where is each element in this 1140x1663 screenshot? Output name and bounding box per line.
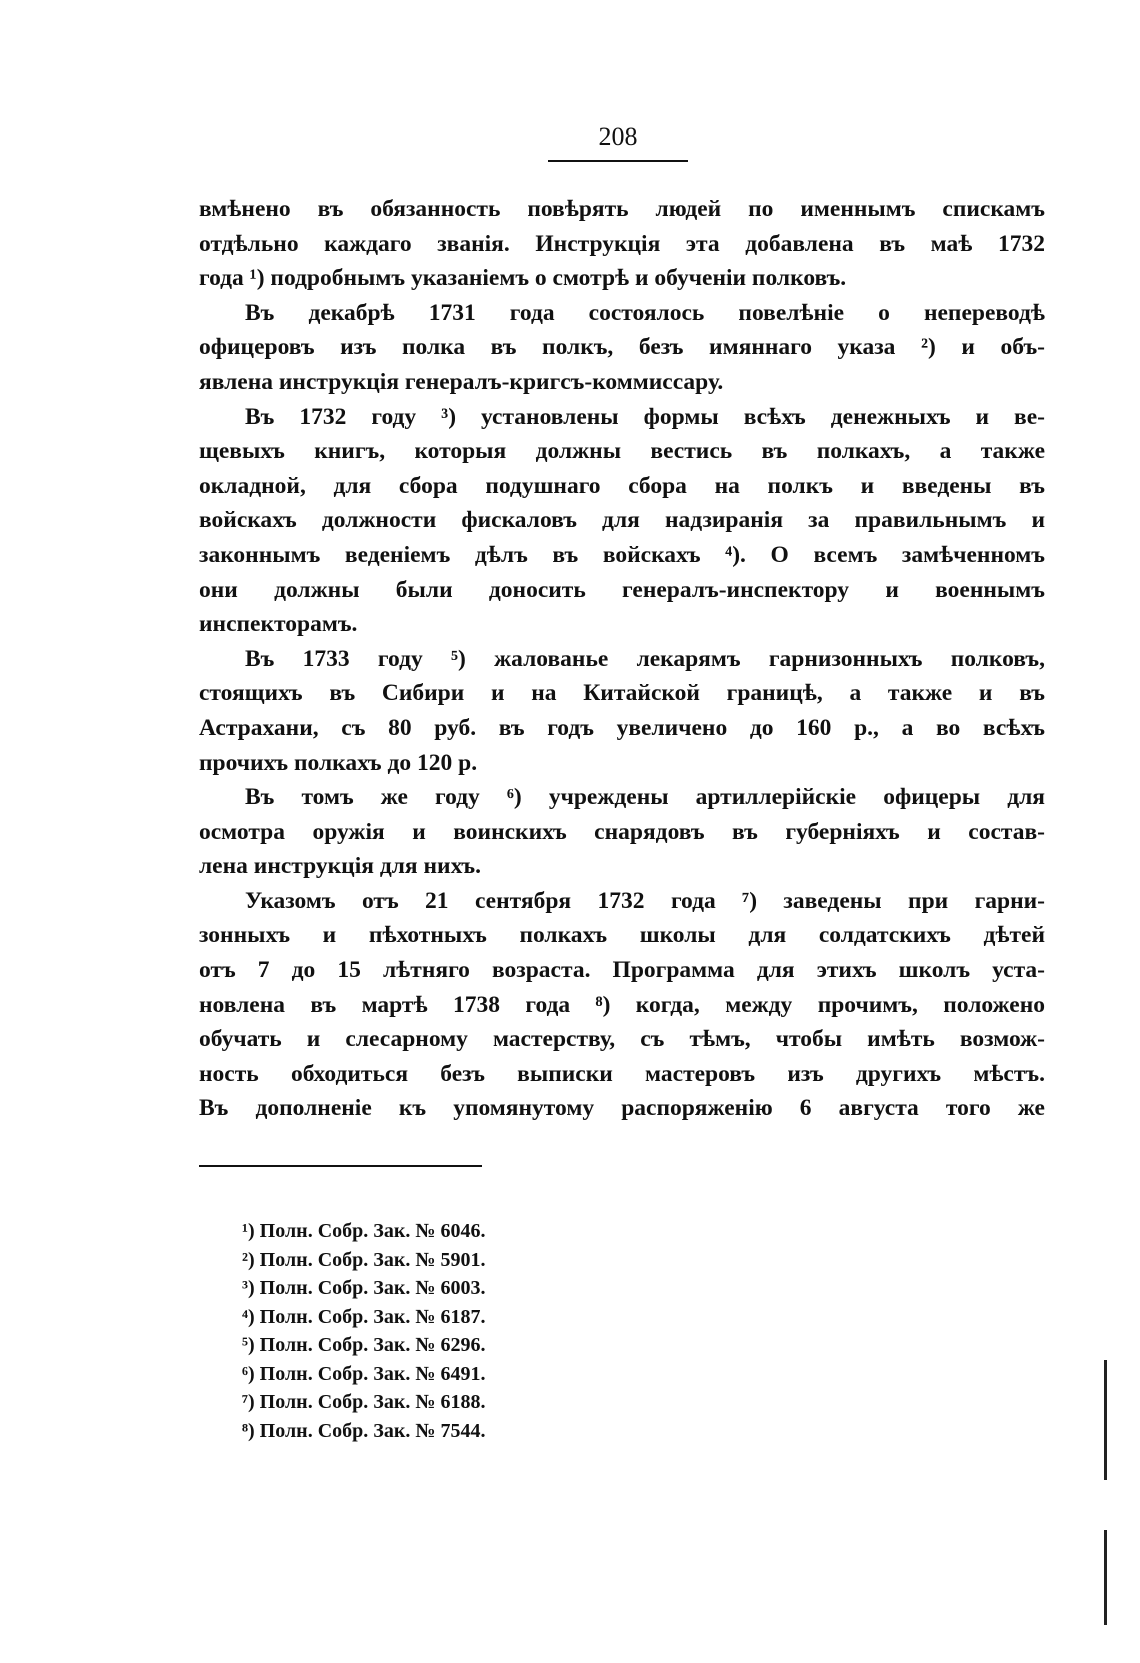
text-line: обучать и слесарному мастерству, съ тѣмъ, чтобы имѣть возмож- (199, 1026, 1045, 1053)
text-line: года ¹) подробнымъ указаніемъ о смотрѣ и обученіи полковъ. (199, 265, 847, 292)
text-line: инспекторамъ. (199, 611, 358, 638)
text-line: офицеровъ изъ полка въ полкъ, безъ имяннаго указа ²) и объ- (199, 334, 1045, 361)
text-line: лена инструкція для нихъ. (199, 853, 481, 880)
footnote-item: ⁴) Полн. Собр. Зак. № 6187. (242, 1305, 486, 1328)
text-line: Въ 1732 году ³) установлены формы всѣхъ денежныхъ и ве- (245, 403, 1045, 430)
text-line: отдѣльно каждаго званія. Инструкція эта добавлена въ маѣ 1732 (199, 230, 1045, 257)
text-line: окладной, для сбора подушнаго сбора на полкъ и введены въ (199, 472, 1045, 499)
text-line: зонныхъ и пѣхотныхъ полкахъ школы для солдатскихъ дѣтей (199, 922, 1045, 949)
text-line: Въ дополненіе къ упомянутому распоряженію 6 августа того же (199, 1095, 1045, 1122)
text-line: прочихъ полкахъ до 120 р. (199, 749, 478, 776)
text-line: Въ томъ же году ⁶) учреждены артиллерійскіе офицеры для (245, 784, 1045, 811)
text-line: стоящихъ въ Сибири и на Китайской границѣ, а также и въ (199, 680, 1045, 707)
scan-edge-mark (1104, 1360, 1107, 1480)
footnote-item: ⁶) Полн. Собр. Зак. № 6491. (242, 1362, 486, 1385)
text-line: Въ декабрѣ 1731 года состоялось повелѣніе о непереводѣ (245, 299, 1045, 326)
footnote-item: ²) Полн. Собр. Зак. № 5901. (242, 1248, 486, 1271)
footnote-item: ⁷) Полн. Собр. Зак. № 6188. (242, 1391, 486, 1413)
text-line: вмѣнено въ обязанность повѣрять людей по именнымъ спискамъ (199, 196, 1045, 222)
text-line: Астрахани, съ 80 руб. въ годъ увеличено до 160 р., а во всѣхъ (199, 714, 1045, 741)
footnote-separator (199, 1165, 482, 1167)
page-number: 208 (598, 122, 638, 151)
footnote-item: ³) Полн. Собр. Зак. № 6003. (242, 1277, 486, 1299)
text-line: явлена инструкція генералъ-кригсъ-коммиссару. (199, 368, 724, 395)
footnote-item: ⁸) Полн. Собр. Зак. № 7544. (242, 1419, 486, 1442)
text-line: войскахъ должности фискаловъ для надзиранія за правильнымъ и (199, 507, 1045, 534)
text-line: новлена въ мартѣ 1738 года ⁸) когда, между прочимъ, положено (199, 991, 1045, 1018)
scan-edge-mark (1104, 1530, 1107, 1625)
footnote-item: ¹) Полн. Собр. Зак. № 6046. (242, 1220, 486, 1242)
text-line: они должны были доносить генералъ-инспектору и военнымъ (199, 576, 1045, 603)
text-line: щевыхъ книгъ, которыя должны вестись въ полкахъ, а также (199, 438, 1045, 465)
footnotes (242, 1217, 662, 1445)
text-line: осмотра оружія и воинскихъ снарядовъ въ губерніяхъ и состав- (199, 818, 1045, 845)
text-line: Въ 1733 году ⁵) жалованье лекарямъ гарнизонныхъ полковъ, (245, 645, 1045, 672)
footnote-item: ⁵) Полн. Собр. Зак. № 6296. (242, 1334, 486, 1356)
text-line: законнымъ веденіемъ дѣлъ въ войскахъ ⁴). О всемъ замѣченномъ (199, 541, 1045, 568)
text-line: отъ 7 до 15 лѣтняго возраста. Программа для этихъ школъ уста- (199, 957, 1045, 984)
page-number-rule (548, 160, 688, 162)
text-line: ность обходиться безъ выписки мастеровъ изъ другихъ мѣстъ. (199, 1060, 1045, 1087)
text-line: Указомъ отъ 21 сентября 1732 года ⁷) заведены при гарни- (245, 887, 1045, 914)
body-text (199, 192, 1045, 1126)
